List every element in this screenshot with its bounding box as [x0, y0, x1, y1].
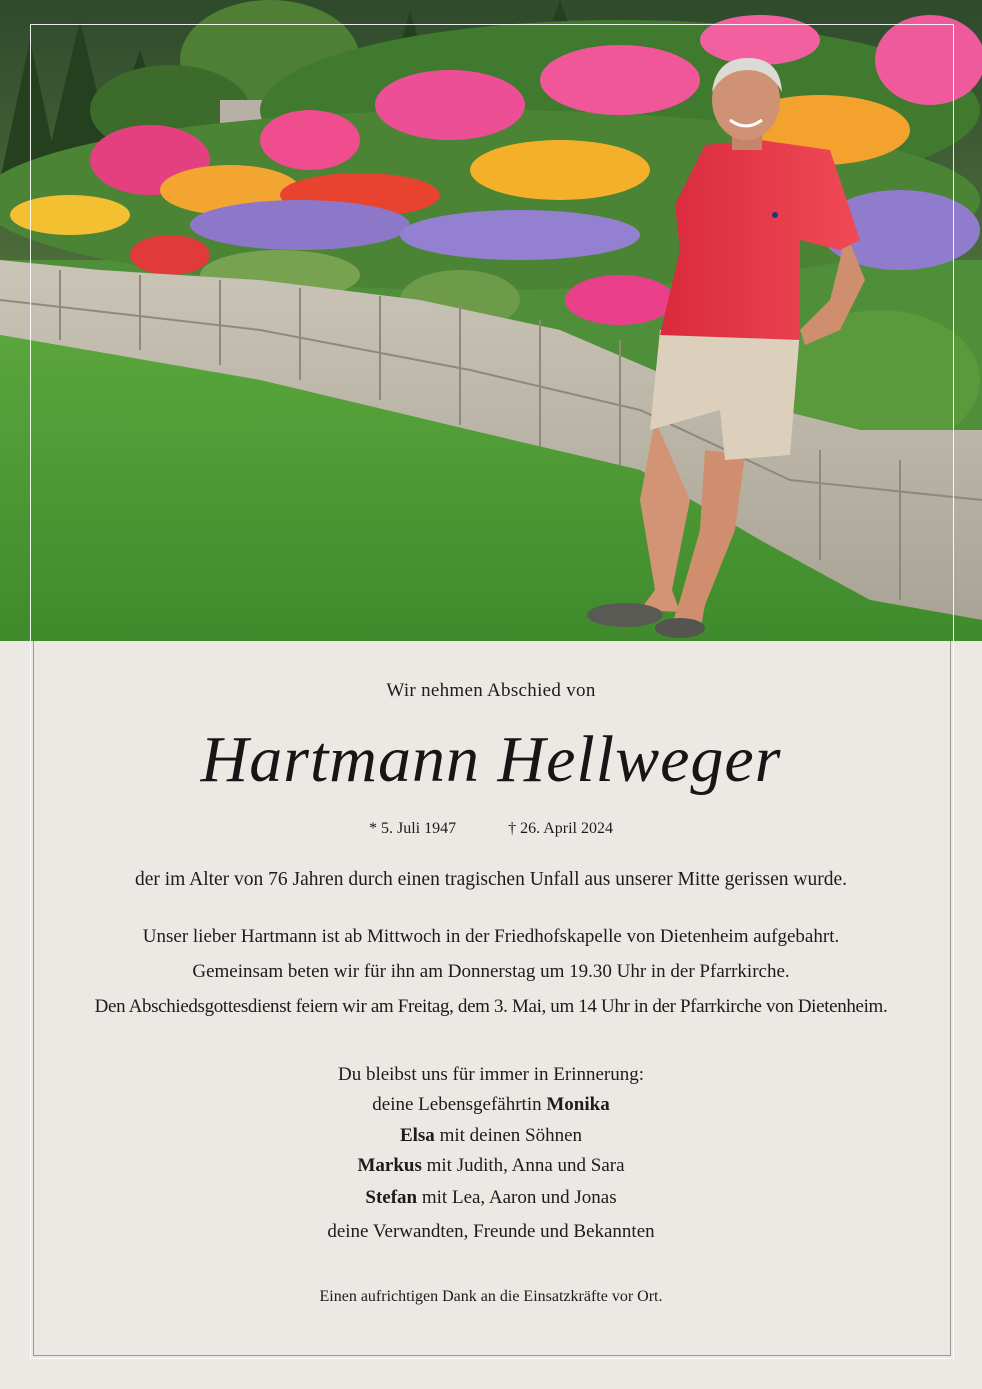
age-statement: der im Alter von 76 Jahren durch einen tragischen Unfall aus unserer Mitte gerissen wurde.: [134, 869, 848, 890]
stefan-name: Stefan: [365, 1187, 418, 1208]
notice-funeral-service: Den Abschiedsgottesdienst feiern wir am Freitag, dem 3. Mai, um 14 Uhr in der Pfarrkirche von Dietenheim.: [94, 996, 888, 1017]
intro-text: Wir nehmen Abschied von: [386, 680, 596, 701]
stefan-rest: mit Lea, Aaron und Jonas: [417, 1187, 617, 1208]
deceased-name: Hartmann Hellweger: [200, 723, 782, 796]
markus-rest: mit Judith, Anna und Sara: [421, 1155, 625, 1176]
family-stefan: [0, 1187, 982, 1209]
birth-date: * 5. Juli 1947: [368, 820, 457, 837]
elsa-name: Elsa: [399, 1125, 435, 1146]
family-elsa: [0, 1125, 982, 1147]
portrait-photo: [0, 0, 982, 641]
thanks-note: Einen aufrichtigen Dank an die Einsatzkräfte vor Ort.: [319, 1288, 663, 1305]
elsa-rest: mit deinen Söhnen: [434, 1125, 583, 1146]
notice-lying-in-state: Unser lieber Hartmann ist ab Mittwoch in der Friedhofskapelle von Dietenheim aufgebahrt.: [142, 926, 840, 947]
notice-prayer: Gemeinsam beten wir für ihn am Donnerstag um 19.30 Uhr in der Pfarrkirche.: [192, 961, 790, 982]
markus-name: Markus: [357, 1155, 422, 1176]
life-dates: [0, 820, 982, 838]
death-date: † 26. April 2024: [508, 820, 613, 837]
family-others: deine Verwandten, Freunde und Bekannten: [327, 1221, 655, 1242]
family-partner: [0, 1094, 982, 1116]
partner-prefix: deine Lebensgefährtin: [372, 1094, 547, 1115]
partner-name: Monika: [546, 1094, 610, 1115]
family-intro: Du bleibst uns für immer in Erinnerung:: [337, 1064, 645, 1085]
family-markus: [0, 1155, 982, 1177]
